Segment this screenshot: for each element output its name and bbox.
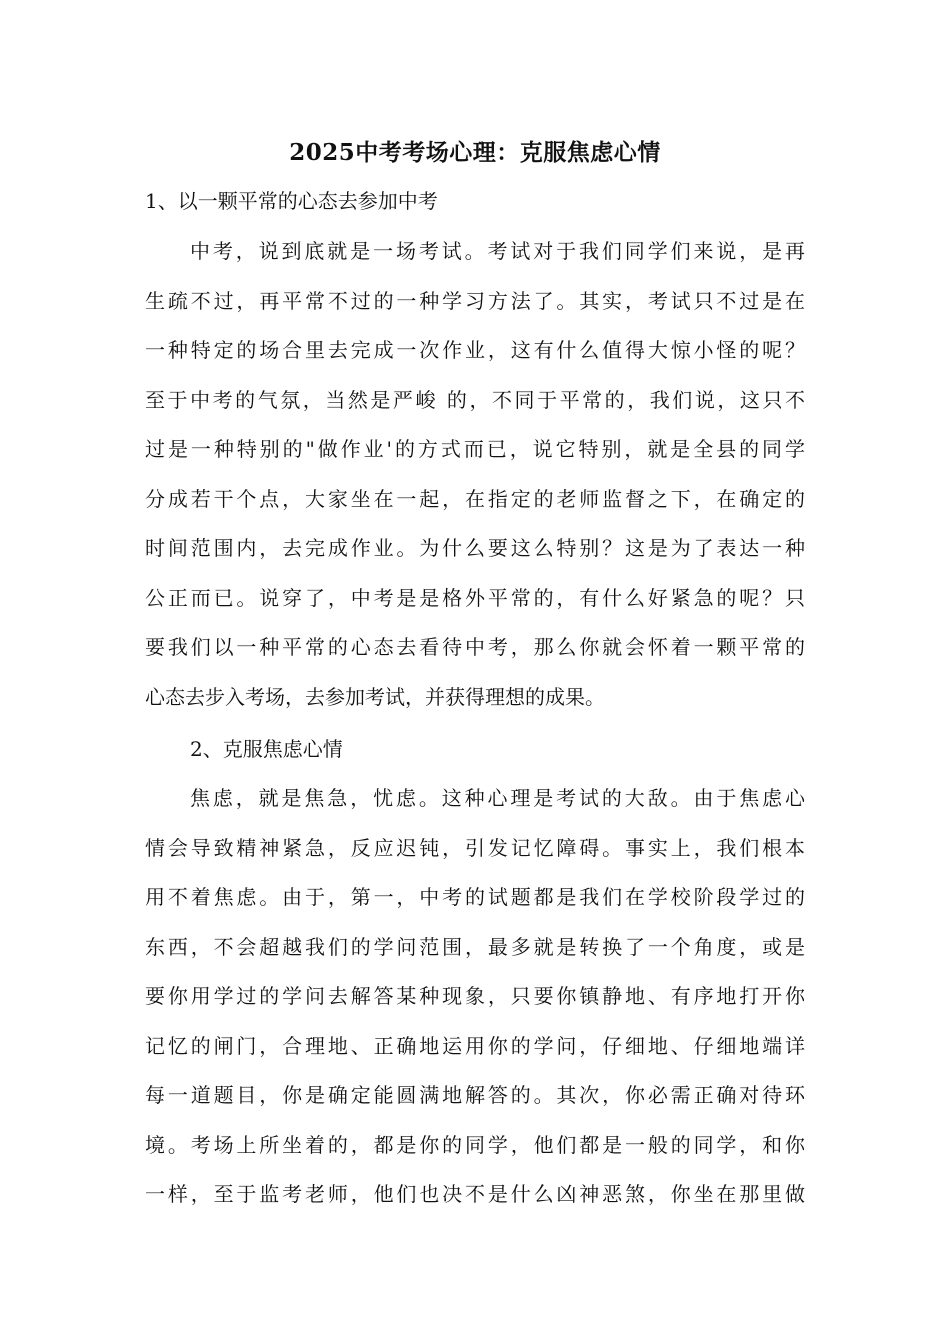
paragraph-line: 中考，说到底就是一场考试。考试对于我们同学们来说，是再 (190, 239, 805, 263)
section-heading-1: 1、以一颗平常的心态去参加中考 (145, 189, 438, 213)
paragraph-line: 要我们以一种平常的心态去看待中考，那么你就会怀着一颗平常的 (145, 635, 805, 659)
paragraph-line: 记忆的闸门，合理地、正确地运用你的学问，仔细地、仔细地端详 (145, 1033, 805, 1058)
paragraph-line: 公正而已。说穿了，中考是是格外平常的，有什么好紧急的呢？只 (145, 585, 805, 610)
paragraph-line: 境。考场上所坐着的，都是你的同学，他们都是一般的同学，和你 (145, 1132, 805, 1157)
paragraph-line: 要你用学过的学问去解答某种现象，只要你镇静地、有序地打开你 (145, 984, 805, 1008)
paragraph-line: 至于中考的气氛，当然是严峻 的，不同于平常的，我们说，这只不 (145, 387, 805, 412)
paragraph-line: 每一道题目，你是确定能圆满地解答的。其次，你必需正确对待环 (145, 1083, 805, 1107)
paragraph-line: 用不着焦虑。由于，第一，中考的试题都是我们在学校阶段学过的 (145, 885, 805, 909)
section-heading-2: 2、克服焦虑心情 (190, 737, 343, 761)
section-1-paragraph (145, 236, 805, 731)
paragraph-line: 心态去步入考场，去参加考试，并获得理想的成果。 (145, 684, 605, 709)
paragraph-line: 焦虑，就是焦急，忧虑。这种心理是考试的大敌。由于焦虑心 (190, 786, 805, 810)
paragraph-line: 东西，不会超越我们的学问范围，最多就是转换了一个角度，或是 (145, 934, 805, 959)
paragraph-line: 情会导致精神紧急，反应迟钝，引发记忆障碍。事实上，我们根本 (145, 835, 805, 860)
section-2-paragraph (145, 783, 805, 1229)
paragraph-line: 一种特定的场合里去完成一次作业，这有什么值得大惊小怪的呢？ (145, 338, 805, 362)
paragraph-line: 生疏不过，再平常不过的一种学习方法了。其实，考试只不过是在 (145, 288, 805, 313)
paragraph-line: 分成若干个点，大家坐在一起，在指定的老师监督之下，在确定的 (145, 486, 805, 511)
document-title: 2025中考考场心理：克服焦虑心情 (289, 139, 661, 166)
paragraph-line: 过是一种特别的"做作业'的方式而已，说它特别，就是全县的同学 (145, 437, 805, 461)
paragraph-line: 一样，至于监考老师，他们也决不是什么凶神恶煞，你坐在那里做 (145, 1182, 805, 1206)
paragraph-line: 时间范围内，去完成作业。为什么要这么特别？这是为了表达一种 (145, 536, 805, 560)
